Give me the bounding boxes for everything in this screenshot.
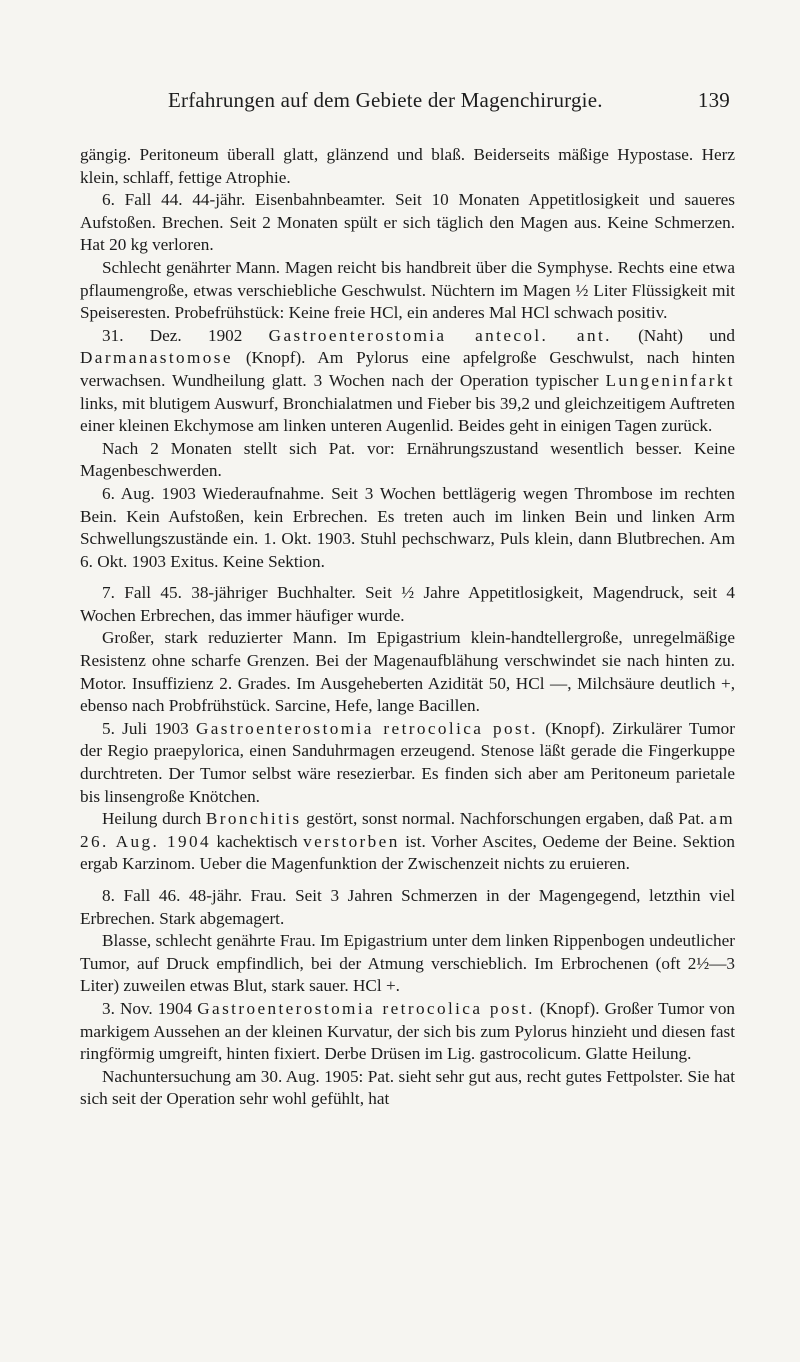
text-run: 8. Fall 46. 48-jähr. Frau. Seit 3 Jahren Schmerzen in der Magengegend, letzthin viel Erbrechen. Stark abgemagert. [80, 886, 735, 928]
paragraph [80, 189, 735, 257]
text-run: 6. Fall 44. 44-jähr. Eisenbahnbeamter. Seit 10 Monaten Appetitlosigkeit und saueres Aufstoßen. Brechen. Seit 2 Monaten spült er sich täglich den Magen aus. Keine Schmerzen. Hat 20 kg verloren. [80, 190, 735, 255]
paragraph [80, 582, 735, 627]
spaced-term: am 26. Aug. 1904 [80, 809, 735, 851]
paragraph [80, 885, 735, 930]
text-run: Großer, stark reduzierter Mann. Im Epigastrium klein-handtellergroße, unregelmäßige Resistenz ohne scharfe Grenzen. Bei der Magenaufblähung verschwindet sie nach hinten zu. Motor. Insuffizienz 2. Grades. Im Ausgeheberten Azidität 50, HCl —, Milchsäure deutlich +, ebenso nach Probfrühstück. Sarcine, Hefe, lange Bacillen. [80, 628, 735, 716]
paragraph [80, 808, 735, 876]
text-run: Blasse, schlecht genährte Frau. Im Epigastrium unter dem linken Rippenbogen undeutlicher Tumor, auf Druck empfindlich, bei der Atmung verschieblich. Im Erbrochenen (oft 2½—3 Liter) zuweilen etwas Blut, stark sauer. HCl +. [80, 931, 735, 996]
paragraph [80, 627, 735, 717]
paragraph [80, 257, 735, 325]
paragraph [80, 438, 735, 483]
text-run: (Knopf). Am Pylorus eine apfelgroße Geschwulst, nach hinten verwachsen. Wundheilung glatt. 3 Wochen nach der Operation typischer [80, 348, 735, 390]
text-run: 3. Nov. 1904 [102, 998, 198, 1018]
paragraph [80, 144, 735, 189]
running-head-title: Erfahrungen auf dem Gebiete der Magenchirurgie. [168, 88, 603, 112]
text-run: gängig. Peritoneum überall glatt, glänzend und blaß. Beiderseits mäßige Hypostase. Herz klein, schlaff, fettige Atrophie. [80, 145, 735, 187]
text-run: (Knopf). Zirkulärer Tumor der Regio praepylorica, einen Sanduhrmagen erzeugend. Stenose läßt gerade die Fingerkuppe durchtreten. Der Tumor selbst wäre resezierbar. Es finden sich aber am Peritoneum parietale bis linsengroße Knötchen. [80, 718, 735, 806]
text-run: Nach 2 Monaten stellt sich Pat. vor: Ernährungszustand wesentlich besser. Keine Magenbeschwerden. [80, 438, 735, 481]
paragraph [80, 998, 735, 1066]
text-run: 5. Juli 1903 [102, 718, 196, 738]
text-run: (Knopf). Großer Tumor von markigem Aussehen an der kleinen Kurvatur, der sich bis zum Pylorus hinzieht und diesen fast ringförmig umgreift, hinten fixiert. Derbe Drüsen im Lig. gastrocolicum. Glatte Heilung. [80, 998, 736, 1064]
text-run: 7. Fall 45. 38-jähriger Buchhalter. Seit ½ Jahre Appetitlosigkeit, Magendruck, seit 4 Wochen Erbrechen, das immer häufiger wurde. [80, 583, 735, 625]
spaced-term: Gastroenterostomia retrocolica post. [197, 998, 535, 1018]
spaced-term: Lungeninfarkt [605, 370, 735, 390]
text-run: ist. Vorher Ascites, Oedeme der Beine. Sektion ergab Karzinom. Ueber die Magenfunktion der Zwischenzeit nichts zu eruieren. [80, 831, 735, 874]
paragraph [80, 718, 735, 808]
text-run: Schlecht genährter Mann. Magen reicht bis handbreit über die Symphyse. Rechts eine etwa pflaumengroße, etwas verschiebliche Geschwulst. Nüchtern im Magen ½ Liter Flüssigkeit mit Speiseresten. Probefrühstück: Keine freie HCl, ein anderes Mal HCl schwach positiv. [80, 257, 735, 323]
page-number: 139 [697, 88, 730, 112]
text-run: Nachuntersuchung am 30. Aug. 1905: Pat. sieht sehr gut aus, recht gutes Fettpolster. Sie hat sich seit der Operation sehr wohl gefühlt, hat [80, 1066, 735, 1109]
page-body [80, 144, 735, 1111]
text-run: Heilung durch [102, 809, 206, 829]
spaced-term: verstorben [303, 831, 400, 851]
text-run: 31. Dez. 1902 [102, 325, 269, 345]
spaced-term: Gastroenterostomia antecol. ant. [268, 325, 612, 345]
text-run: (Naht) und [611, 325, 735, 345]
spaced-term: Gastroenterostomia retrocolica post. [195, 718, 538, 738]
paragraph [80, 1066, 735, 1111]
text-run: kachektisch [211, 831, 304, 851]
text-run: gestört, sonst normal. Nachforschungen ergaben, daß Pat. [301, 809, 710, 829]
paragraph [80, 483, 735, 573]
spaced-term: Darmanastomose [80, 348, 233, 368]
paragraph [80, 325, 735, 438]
text-run: 6. Aug. 1903 Wiederaufnahme. Seit 3 Wochen bettlägerig wegen Thrombose im rechten Bein. Kein Aufstoßen, kein Erbrechen. Es treten auch im linken Bein und linken Arm Schwellungszustände ein. 1. Okt. 1903. Stuhl pechschwarz, Puls klein, dann Blutbrechen. Am 6. Okt. 1903 Exitus. Keine Sektion. [80, 483, 735, 571]
paragraph [80, 930, 735, 998]
text-run: links, mit blutigem Auswurf, Bronchialatmen und Fieber bis 39,2 und gleichzeitigem Auftreten einer kleinen Ekchymose am linken unteren Augenlid. Beides geht in einigen Tagen zurück. [80, 393, 735, 436]
spaced-term: Bronchitis [205, 809, 302, 829]
